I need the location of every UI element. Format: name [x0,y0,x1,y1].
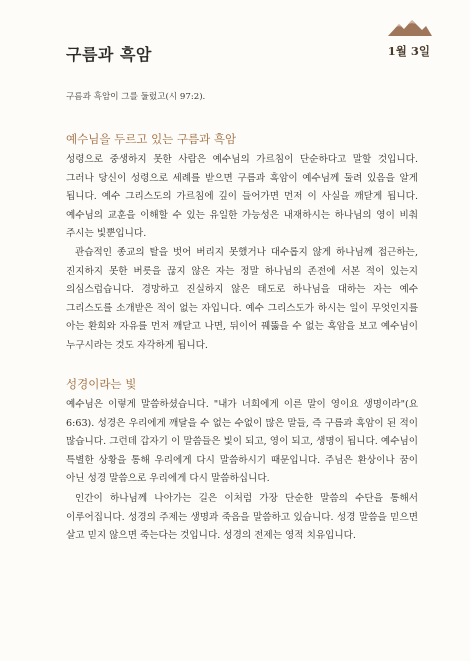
paragraph: 예수님은 이렇게 말씀하셨습니다. "내가 너희에게 이른 말이 영이요 생명이라"(요 6:63). 성경은 우리에게 깨달을 수 없는 수없이 많은 말들, 즉 구름과 흑암이 된 적이 많습니다. 그런데 갑자기 이 말씀들은 빛이 되고, 영이 되고, 생명이 됩니다. 예수님이 특별한 상황을 통해 우리에게 다시 말씀하시기 때문입니다. 주님은 환상이나 꿈이 아닌 성경 말씀으로 우리에게 다시 말씀하십니다. [66,399,418,485]
page-title: 구름과 흑암 [66,45,152,64]
paragraph: 성령으로 중생하지 못한 사람은 예수님의 가르침이 단순하다고 말할 것입니다. 그러나 당신이 성령으로 세례를 받으면 구름과 흑암이 예수님께 둘려 있음을 알게 됩니다. 예수 그리스도의 가르침에 깊이 들어가면 먼저 이 사실을 깨닫게 됩니다. 예수님의 교훈을 이해할 수 있는 유일한 가능성은 내재하시는 하나님의 영이 비춰 주시는 빛뿐입니다. [66,154,418,240]
paragraph: 인간이 하나님께 나아가는 길은 이처럼 가장 단순한 말씀의 수단을 통해서 이루어집니다. 성경의 주제는 생명과 죽음을 말씀하고 있습니다. 성경 말씀을 믿으면 살고 믿지 않으면 죽는다는 것입니다. 성경의 전제는 영적 치유입니다. [66,493,418,542]
section-heading: 예수님을 두르고 있는 구름과 흑암 [66,132,237,146]
date-label: 1월 3일 [387,44,430,58]
mountain-icon [388,20,432,36]
scripture-verse: 구름과 흑암이 그를 둘렀고(시 97:2). [66,92,206,102]
section-heading: 성경이라는 빛 [66,377,137,391]
paragraph: 관습적인 종교의 탈을 벗어 버리지 못했거나 대수롭지 않게 하나님께 접근하는, 진지하지 못한 버릇을 끊지 않은 자는 정말 하나님의 존전에 서본 적이 있는지 의심스럽습니다. 경망하고 진실하지 않은 태도로 하나님을 대하는 자는 예수 그리스도를 소개받은 적이 없는 자입니다. 예수 그리스도가 하시는 일이 무엇인지를 아는 환희와 자유를 먼저 깨닫고 나면, 뒤이어 꿰뚫을 수 없는 흑암을 보고 예수님이 누구시라는 것도 자각하게 됩니다. [66,247,418,351]
